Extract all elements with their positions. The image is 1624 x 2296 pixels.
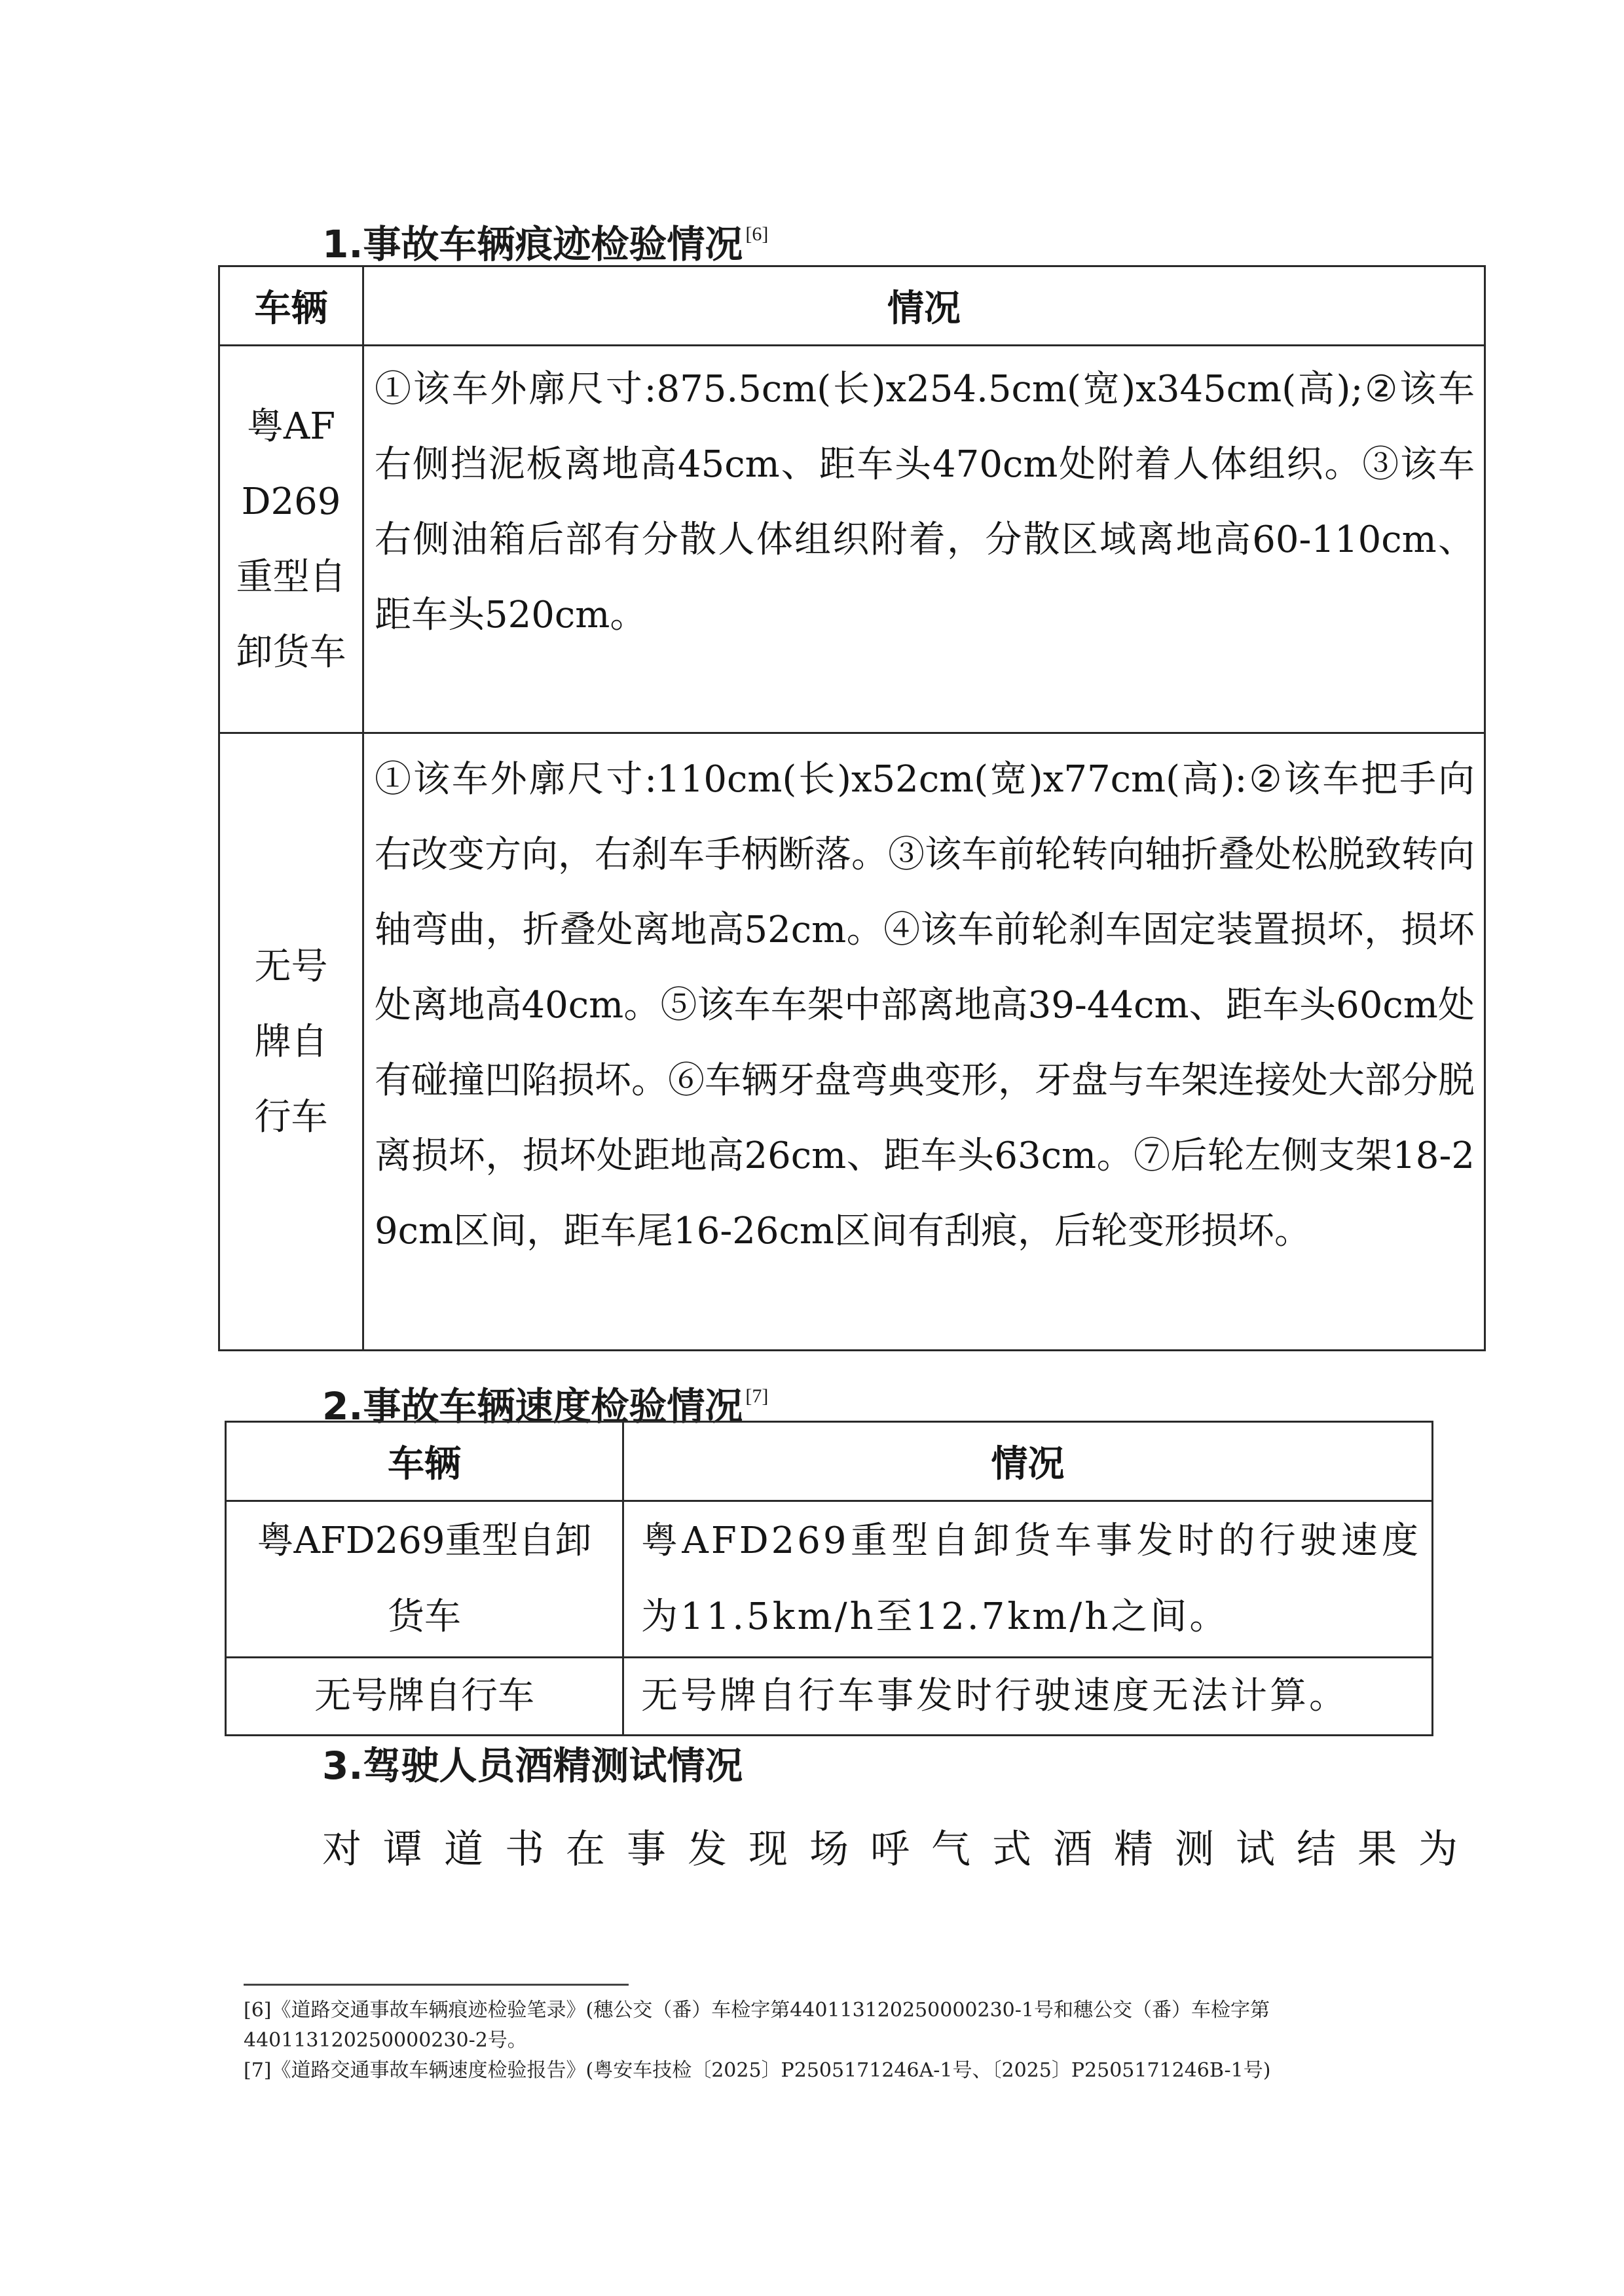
footnote-6: [6]《道路交通事故车辆痕迹检验笔录》(穗公交（番）车检字第440113120250000230-1号和穗公交（番）车检字第440113120250000230-2号。 (244, 1999, 1270, 2052)
vehicle-cell (219, 346, 363, 733)
vehicle-name: 粤AFD269重型自卸货车 (257, 1520, 592, 1638)
table-row (226, 1501, 1433, 1658)
vehicle-name: 无号牌自行车 (254, 945, 328, 1139)
section1-heading (322, 211, 768, 267)
situation-text: 粤AFD269重型自卸货车事发时的行驶速度为11.5km/h至12.7km/h之间。 (641, 1520, 1421, 1638)
alcohol-test-text: 对谭道书在事发现场呼气式酒精测试结果为 (322, 1827, 1479, 1872)
footnote-divider (244, 1984, 629, 1986)
col-header-vehicle: 车辆 (219, 266, 363, 346)
situation-cell (623, 1658, 1433, 1736)
situation-cell (363, 346, 1485, 733)
section2-heading-text: 2.事故车辆速度检验情况 (322, 1384, 743, 1429)
col-header-vehicle: 车辆 (226, 1422, 623, 1501)
trace-inspection-table (218, 265, 1486, 1351)
footnote-7: [7]《道路交通事故车辆速度检验报告》(粤安车技检〔2025〕P2505171246A-1号、〔2025〕P2505171246B-1号) (244, 2059, 1271, 2082)
section1-heading-text: 1.事故车辆痕迹检验情况 (322, 222, 743, 266)
situation-text: 无号牌自行车事发时行驶速度无法计算。 (641, 1675, 1348, 1717)
vehicle-name: 无号牌自行车 (314, 1675, 534, 1717)
vehicle-cell (226, 1501, 623, 1658)
vehicle-name: 粤AFD269重型自卸货车 (236, 405, 346, 674)
vehicle-cell (219, 733, 363, 1351)
section3-heading: 3.驾驶人员酒精测试情况 (322, 1743, 743, 1788)
situation-text: ①该车外廓尺寸:875.5cm(长)x254.5cm(宽)x345cm(高);②该车右侧挡泥板离地高45cm、距车头470cm处附着人体组织。③该车右侧油箱后部有分散人体组织附着，分散区域离地高60-110cm、距车头520cm。 (375, 368, 1475, 636)
situation-cell (363, 733, 1485, 1351)
col-header-situation: 情况 (363, 266, 1485, 346)
footnote-ref-6[interactable]: [6] (745, 223, 769, 245)
situation-text: ①该车外廓尺寸:110cm(长)x52cm(宽)x77cm(高):②该车把手向右改变方向，右刹车手柄断落。③该车前轮转向轴折叠处松脱致转向轴弯曲，折叠处离地高52cm。④该车前轮刹车固定装置损坏，损坏处离地高40cm。⑤该车车架中部离地高39-44cm、距车头60cm处有碰撞凹陷损坏。⑥车辆牙盘弯典变形，牙盘与车架连接处大部分脱离损坏，损坏处距地高26cm、距车头63cm。⑦后轮左侧支架18-29cm区间，距车尾16-26cm区间有刮痕，后轮变形损坏。 (375, 758, 1475, 1252)
table-row (226, 1658, 1433, 1736)
col-header-situation: 情况 (623, 1422, 1433, 1501)
situation-cell (623, 1501, 1433, 1658)
table-row (219, 346, 1485, 733)
speed-inspection-table (225, 1421, 1433, 1736)
table-header-row (226, 1422, 1433, 1501)
table-row (219, 733, 1485, 1351)
table-header-row (219, 266, 1485, 346)
footnote-ref-7[interactable]: [7] (745, 1385, 769, 1407)
vehicle-cell (226, 1658, 623, 1736)
footnotes (244, 1995, 1462, 2086)
